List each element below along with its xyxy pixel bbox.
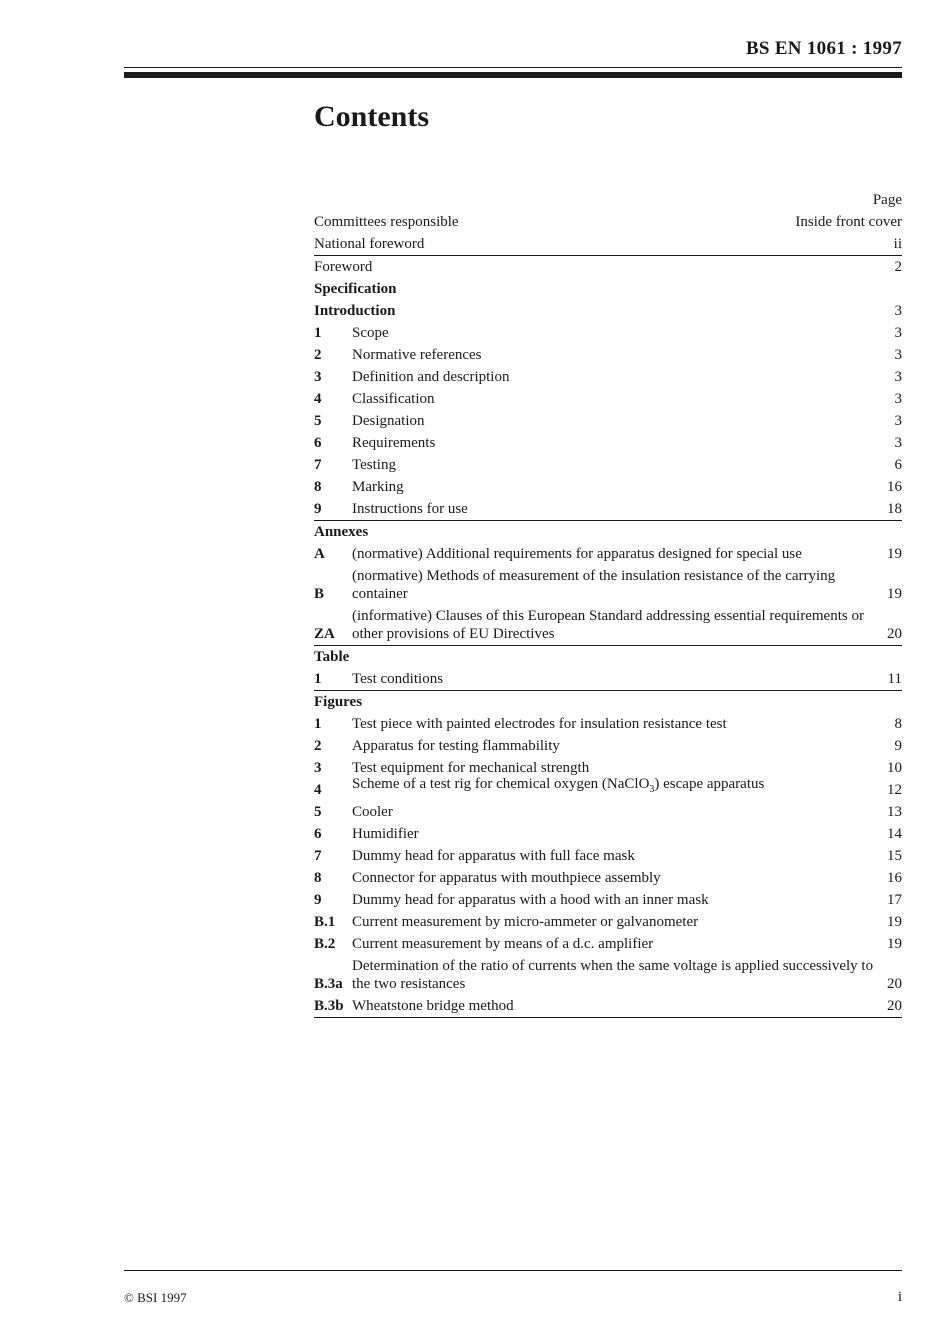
clause-list bbox=[314, 322, 902, 521]
toc-number: 4 bbox=[314, 782, 322, 798]
toc-entry[interactable] bbox=[314, 933, 902, 955]
toc-page: 10 bbox=[887, 760, 902, 776]
toc-number: 3 bbox=[314, 760, 322, 776]
toc-entry-committees[interactable] bbox=[314, 211, 902, 233]
toc-page: 3 bbox=[894, 435, 902, 451]
toc-label: Apparatus for testing flammability bbox=[352, 738, 560, 754]
toc-entry[interactable] bbox=[314, 366, 902, 388]
toc-number: 8 bbox=[314, 479, 322, 495]
toc-page: 20 bbox=[887, 976, 902, 992]
toc-label: Definition and description bbox=[352, 369, 510, 385]
toc-label: (normative) Additional requirements for apparatus designed for special use bbox=[352, 546, 802, 562]
toc-page: 19 bbox=[887, 914, 902, 930]
table-list bbox=[314, 668, 902, 691]
section-heading-annexes: Annexes bbox=[314, 524, 369, 540]
section-heading-specification: Specification bbox=[314, 281, 397, 297]
toc-page: 16 bbox=[887, 479, 902, 495]
toc-number: 5 bbox=[314, 413, 322, 429]
toc-page: 13 bbox=[887, 804, 902, 820]
toc-page: 3 bbox=[894, 325, 902, 341]
toc-label: Committees responsible bbox=[314, 214, 459, 230]
toc-page: 17 bbox=[887, 892, 902, 908]
toc-label: Classification bbox=[352, 391, 435, 407]
toc-label: National foreword bbox=[314, 236, 425, 252]
page-title: Contents bbox=[314, 100, 430, 133]
toc-entry[interactable] bbox=[314, 498, 902, 521]
toc-page: 3 bbox=[894, 369, 902, 385]
toc-page: 11 bbox=[887, 671, 902, 687]
section-heading-table: Table bbox=[314, 649, 350, 665]
toc-page: 9 bbox=[894, 738, 902, 754]
toc-page: 3 bbox=[894, 391, 902, 407]
footer-rule bbox=[124, 1270, 902, 1271]
annex-list bbox=[314, 543, 902, 646]
toc-number: 3 bbox=[314, 369, 322, 385]
toc-number: 7 bbox=[314, 848, 322, 864]
toc-page: 19 bbox=[887, 936, 902, 952]
toc-label: Marking bbox=[352, 479, 404, 495]
header-rule-thin bbox=[124, 67, 902, 68]
toc-label: Introduction bbox=[314, 303, 396, 319]
toc-page: 3 bbox=[894, 303, 902, 319]
toc-page: 20 bbox=[887, 998, 902, 1014]
toc-number: 9 bbox=[314, 892, 322, 908]
toc-page: 19 bbox=[887, 546, 902, 562]
toc-entry[interactable] bbox=[314, 344, 902, 366]
toc-label: Test piece with painted electrodes for insulation resistance test bbox=[352, 716, 727, 732]
toc-page: 6 bbox=[894, 457, 902, 473]
toc-label: Requirements bbox=[352, 435, 436, 451]
toc-entry[interactable] bbox=[314, 801, 902, 823]
chemical-subscript: 3 bbox=[649, 784, 655, 795]
toc-label: Humidifier bbox=[352, 826, 419, 842]
toc-label: Current measurement by micro-ammeter or galvanometer bbox=[352, 914, 699, 930]
toc-label: Scope bbox=[352, 325, 389, 341]
toc-number: B.2 bbox=[314, 936, 336, 952]
toc-entry[interactable] bbox=[314, 845, 902, 867]
section-heading-figures: Figures bbox=[314, 694, 363, 710]
toc-entry[interactable] bbox=[314, 889, 902, 911]
toc-number: 6 bbox=[314, 435, 322, 451]
toc-entry[interactable] bbox=[314, 995, 902, 1018]
toc-label: Dummy head for apparatus with a hood with an inner mask bbox=[352, 892, 709, 908]
toc-label: Designation bbox=[352, 413, 425, 429]
toc-label: Foreword bbox=[314, 259, 373, 275]
table-of-contents bbox=[314, 189, 902, 1018]
toc-entry[interactable] bbox=[314, 776, 902, 801]
toc-number: 7 bbox=[314, 457, 322, 473]
toc-page: 16 bbox=[887, 870, 902, 886]
header-rule-thick bbox=[124, 72, 902, 78]
standard-number: BS EN 1061 : 1997 bbox=[745, 38, 902, 59]
toc-entry[interactable] bbox=[314, 410, 902, 432]
toc-page: Inside front cover bbox=[795, 214, 902, 230]
toc-label-part: ) escape apparatus bbox=[654, 776, 765, 792]
toc-entry-introduction[interactable] bbox=[314, 300, 902, 322]
toc-label: Connector for apparatus with mouthpiece assembly bbox=[352, 870, 661, 886]
toc-page: 15 bbox=[887, 848, 902, 864]
toc-entry[interactable] bbox=[314, 322, 902, 344]
toc-number: B bbox=[314, 586, 325, 602]
toc-number: 6 bbox=[314, 826, 322, 842]
toc-entry[interactable] bbox=[314, 454, 902, 476]
toc-entry[interactable] bbox=[314, 388, 902, 410]
toc-label: Normative references bbox=[352, 347, 482, 363]
toc-number: A bbox=[314, 546, 325, 562]
toc-page: 20 bbox=[887, 626, 902, 642]
toc-label: Test conditions bbox=[352, 671, 444, 687]
toc-number: 1 bbox=[314, 325, 322, 341]
toc-page: 8 bbox=[894, 716, 902, 732]
toc-page: 2 bbox=[894, 259, 902, 275]
page-number: i bbox=[897, 1289, 902, 1305]
toc-number: 5 bbox=[314, 804, 322, 820]
toc-entry[interactable] bbox=[314, 911, 902, 933]
toc-entry[interactable] bbox=[314, 867, 902, 889]
toc-number: 1 bbox=[314, 671, 322, 687]
toc-entry[interactable] bbox=[314, 543, 902, 565]
toc-page: ii bbox=[893, 236, 902, 252]
toc-entry[interactable] bbox=[314, 823, 902, 845]
toc-label: Dummy head for apparatus with full face mask bbox=[352, 848, 635, 864]
toc-label-part: Scheme of a test rig for chemical oxygen (NaClO bbox=[352, 776, 650, 792]
toc-entry[interactable] bbox=[314, 668, 902, 691]
toc-page: 19 bbox=[887, 586, 902, 602]
toc-label: Test equipment for mechanical strength bbox=[352, 760, 590, 776]
toc-label: Current measurement by means of a d.c. amplifier bbox=[352, 936, 654, 952]
toc-page: 3 bbox=[894, 347, 902, 363]
toc-entry[interactable] bbox=[314, 735, 902, 757]
toc-entry[interactable] bbox=[314, 432, 902, 454]
toc-label: Determination of the ratio of currents when the same voltage is applied successively to the two resistances bbox=[352, 958, 874, 992]
toc-number: B.3a bbox=[314, 976, 343, 992]
figure-list bbox=[314, 713, 902, 1018]
toc-entry[interactable] bbox=[314, 565, 902, 605]
toc-number: 9 bbox=[314, 501, 322, 517]
toc-number: 8 bbox=[314, 870, 322, 886]
toc-page: 18 bbox=[887, 501, 902, 517]
toc-label: (informative) Clauses of this European Standard addressing essential requirements or other provisions of EU Directives bbox=[352, 608, 864, 642]
copyright: © BSI 1997 bbox=[124, 1290, 187, 1305]
toc-label: (normative) Methods of measurement of the insulation resistance of the carrying container bbox=[352, 568, 836, 602]
toc-entry[interactable] bbox=[314, 955, 902, 995]
toc-number: B.1 bbox=[314, 914, 336, 930]
toc-entry[interactable] bbox=[314, 605, 902, 646]
toc-number: 2 bbox=[314, 738, 322, 754]
toc-number: 1 bbox=[314, 716, 322, 732]
toc-number: 2 bbox=[314, 347, 322, 363]
toc-entry-national-foreword[interactable] bbox=[314, 233, 902, 256]
toc-page: 14 bbox=[887, 826, 902, 842]
toc-entry[interactable] bbox=[314, 713, 902, 735]
toc-number: ZA bbox=[314, 626, 335, 642]
toc-label: Instructions for use bbox=[352, 501, 468, 517]
toc-number: 4 bbox=[314, 391, 322, 407]
toc-page: 3 bbox=[894, 413, 902, 429]
toc-page: 12 bbox=[887, 782, 902, 798]
page-column-label: Page bbox=[872, 192, 902, 208]
toc-entry-foreword[interactable] bbox=[314, 256, 902, 278]
toc-label bbox=[352, 773, 877, 801]
toc-number: B.3b bbox=[314, 998, 344, 1014]
toc-label: Testing bbox=[352, 457, 396, 473]
toc-entry[interactable] bbox=[314, 476, 902, 498]
toc-label: Cooler bbox=[352, 804, 393, 820]
toc-label: Wheatstone bridge method bbox=[352, 998, 514, 1014]
